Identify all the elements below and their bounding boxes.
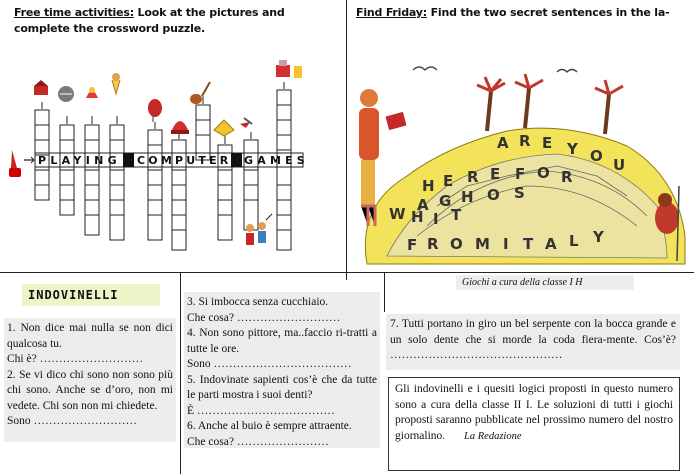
riddle-5: 5. Indovinate sapienti cos’è che da tutte le parti mostra i suoi denti? [187, 373, 377, 401]
footer-note-text: Gli indovinelli e i quesiti logici proposti in questo numero sono a cura della classe II I. Le soluzioni di tutti i giochi proposti saranno pubblicate nel prossimo numero del nostro giornalino. [395, 383, 673, 442]
svg-text:L: L [569, 232, 579, 250]
svg-text:U: U [613, 156, 626, 174]
riddle-1: 1. Non dice mai nulla se non dici qualcosa tu. [7, 322, 173, 350]
riddles-left-panel [4, 318, 176, 442]
column-divider-right [384, 272, 385, 312]
svg-text:E: E [490, 165, 501, 183]
riddle-4: 4. Non sono pittore, ma..faccio ri-tratti a tutte le ore. [187, 327, 377, 355]
svg-text:O: O [590, 147, 603, 165]
riddles-middle-panel [184, 292, 380, 448]
svg-text:F: F [515, 165, 526, 183]
svg-text:E: E [443, 172, 454, 190]
svg-text:R: R [561, 168, 573, 186]
birds [413, 67, 577, 72]
svg-text:Y: Y [593, 228, 604, 246]
svg-text:H: H [461, 188, 474, 206]
svg-text:R: R [427, 235, 439, 253]
svg-text:W: W [389, 205, 406, 223]
right-header [356, 5, 692, 21]
crossword-word-games: GAMES [244, 154, 309, 167]
svg-text:H: H [422, 177, 435, 195]
svg-text:E: E [542, 134, 553, 152]
riddle-2: 2. Se vi dico chi sono non sono più chi sono. Anche se d’oro, non mi vedete. Chi son non mi chiedete. [7, 368, 173, 412]
svg-text:S: S [514, 184, 525, 202]
svg-text:O: O [487, 186, 500, 204]
left-header-text: Look at the pictures and complete the crossword puzzle. [14, 6, 285, 35]
svg-text:A: A [545, 235, 557, 253]
riddle-6-answer: Che cosa? …………………… [187, 435, 329, 448]
crossword-word-computer: COMPUTER [137, 154, 232, 167]
svg-text:R: R [519, 132, 531, 150]
svg-text:Y: Y [567, 140, 578, 158]
riddle-1-answer: Chi è? ……………………… [7, 353, 144, 365]
riddle-7: 7. Tutti portano in giro un bel serpente con la bocca grande e un solo dente che si morde la coda fiera-mente. Cos’è? ……………………………………… [390, 318, 676, 361]
svg-text:A: A [417, 196, 429, 214]
svg-text:H: H [411, 208, 424, 226]
right-header-text: Find the two secret sentences in the la- [426, 6, 670, 19]
svg-text:O: O [537, 164, 550, 182]
svg-text:A: A [497, 134, 509, 152]
column-divider-middle [180, 272, 181, 474]
indovinelli-title: INDOVINELLI [22, 284, 160, 306]
section-divider [0, 272, 694, 273]
credit-class: Giochi a cura della classe I H [456, 275, 634, 290]
svg-text:I: I [503, 235, 509, 253]
riddle-3: 3. Si imbocca senza cucchiaio. [187, 296, 329, 308]
left-header [14, 5, 339, 37]
riddle-6: 6. Anche al buio è sempre attraente. [187, 420, 352, 432]
svg-text:G: G [439, 192, 452, 210]
svg-text:F: F [407, 236, 418, 254]
riddle-3-answer: Che cosa? ……………………… [187, 311, 341, 324]
right-header-label: Find Friday: [356, 6, 427, 19]
svg-text:I: I [433, 210, 439, 228]
left-header-label: Free time activities: [14, 6, 134, 19]
maze-illustration [347, 36, 693, 272]
svg-text:R: R [467, 168, 479, 186]
svg-text:T: T [451, 206, 462, 224]
riddle-5-answer: È ……………………………… [187, 404, 335, 417]
riddle-7-panel [386, 314, 680, 370]
crossword-word-playing: PLAYING [38, 154, 121, 167]
svg-text:M: M [475, 235, 490, 253]
riddle-2-answer: Sono ……………………… [7, 415, 138, 427]
crossword-puzzle [0, 50, 340, 265]
footer-signature: La Redazione [464, 430, 522, 442]
svg-text:O: O [450, 235, 463, 253]
palm-trees [477, 74, 623, 134]
footer-note [388, 377, 680, 471]
svg-text:T: T [523, 235, 534, 253]
riddle-4-answer: Sono ……………………………… [187, 358, 352, 370]
